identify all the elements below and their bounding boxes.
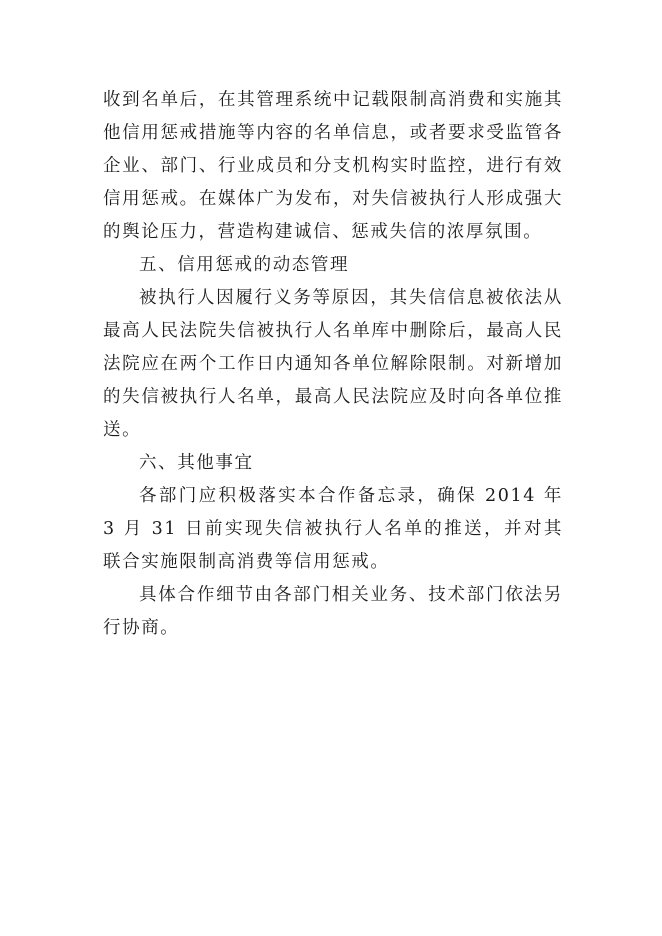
paragraph-dynamic-management: 被执行人因履行义务等原因，其失信信息被依法从最高人民法院失信被执行人名单库中删除后，最高人民法院应在两个工作日内通知各单位解除限制。对新增加的失信被执行人名单，最高人民法院应及时向各单位推送。 <box>103 288 563 440</box>
document-body <box>103 84 563 645</box>
section-heading-five: 五、信用惩戒的动态管理 <box>139 255 350 275</box>
paragraph-continued-text: 收到名单后，在其管理系统中记载限制高消费和实施其他信用惩戒措施等内容的名单信息，或者要求受监管各企业、部门、行业成员和分支机构实时监控，进行有效信用惩戒。在媒体广为发布，对失信被执行人形成强大的舆论压力，营造构建诚信、惩戒失信的浓厚氛围。 <box>103 90 563 242</box>
section-heading-six: 六、其他事宜 <box>139 453 254 473</box>
paragraph-implementation: 各部门应积极落实本合作备忘录，确保 2014 年 3 月 31 日前实现失信被执行人名单的推送，并对其联合实施限制高消费等信用惩戒。 <box>103 486 563 572</box>
paragraph-cooperation-details: 具体合作细节由各部门相关业务、技术部门依法另行协商。 <box>103 585 563 638</box>
